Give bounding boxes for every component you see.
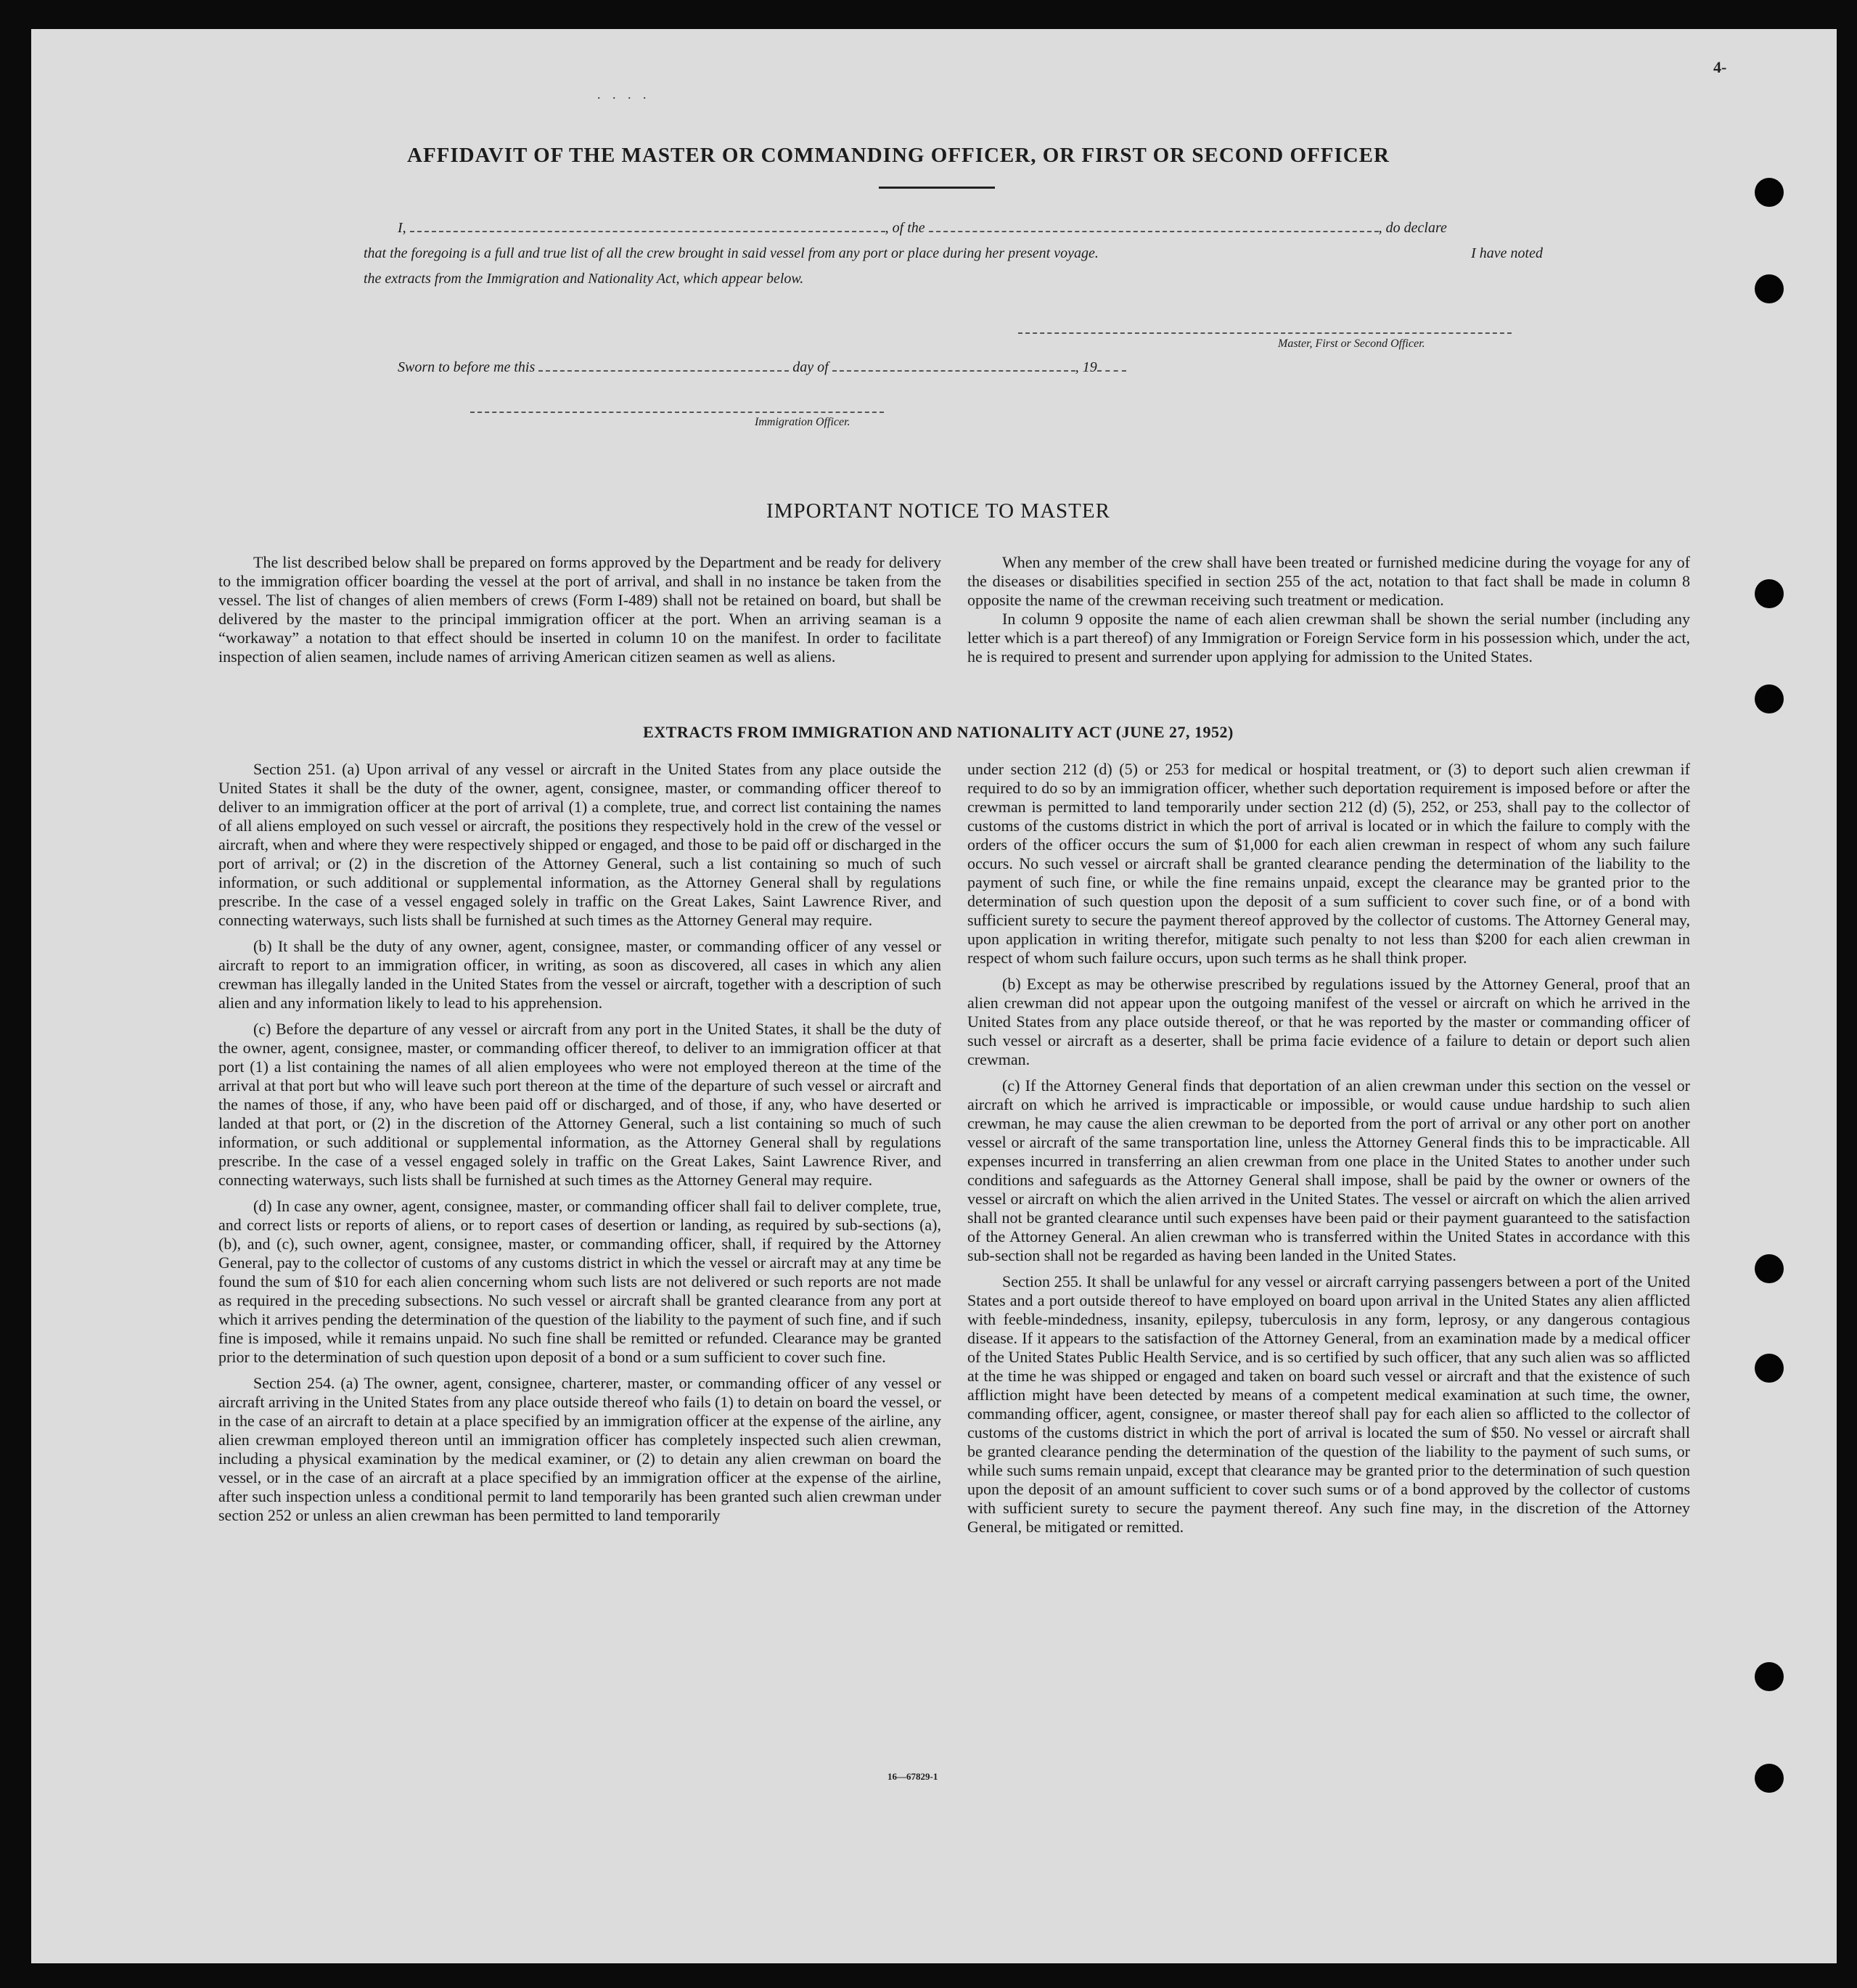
binder-hole bbox=[1755, 1662, 1784, 1691]
of-the-label: , of the bbox=[885, 220, 925, 236]
master-signature-line[interactable] bbox=[1018, 332, 1512, 334]
notice-right-column bbox=[967, 553, 1690, 666]
top-dots: . . . . bbox=[597, 87, 651, 102]
year-label: , 19 bbox=[1075, 359, 1097, 375]
extracts-left-column bbox=[218, 760, 941, 1532]
section-251-c: (c) Before the departure of any vessel or aircraft from any port in the United States, it shall be the duty of the owner, agent, consignee, master, or commanding officer thereof, to deliver to an immigration officer at that port (1) a list containing the names of all alien employees who were not employed thereon at the time of the arrival at that port but who will leave such port thereon at the time of the departure of such vessel or aircraft and the names of those, if any, who have been paid off or discharged, and of those, if any, who have deserted or landed at that port, or (2) in the discretion of the Attorney General, such a list containing so much of such information, or such additional or supplemental information, as the Attorney General shall by regulations prescribe. In the case of a vessel engaged solely in traffic on the Great Lakes, Saint Lawrence River, and connecting waterways, such lists shall be furnished at such times as the Attorney General may require. bbox=[218, 1020, 941, 1189]
section-255: Section 255. It shall be unlawful for any vessel or aircraft carrying passengers between a port of the United States and a port outside thereof to have employed on board upon arrival in the United States any alien afflicted with feeble-mindedness, insanity, epilepsy, tuberculosis in any form, leprosy, or any dangerous contagious disease. If it appears to the satisfaction of the Attorney General, from an examination made by a medical officer of the United States Public Health Service, and is so certified by such officer, that any such alien was so afflicted at the time he was shipped or engaged and taken on board such vessel or aircraft and that the existence of such affliction might have been detected by means of a competent medical examination at such time, the owner, commanding officer, agent, consignee, or master thereof shall pay for each alien so afflicted to the collector of customs of the customs district in which the port of arrival is located the sum of $50. No vessel or aircraft shall be granted clearance pending the determination of the question of the liability to the payment of such sums, or while such sums remain unpaid, except that clearance may be granted prior to the determination of such question upon the deposit of an amount sufficient to cover such sums or of a bond approved by the collector of customs with sufficient surety to secure the payment thereof. Any such fine may, in the discretion of the Attorney General, be mitigated or remitted. bbox=[967, 1272, 1690, 1536]
month-blank[interactable] bbox=[832, 360, 1075, 372]
section-251-d: (d) In case any owner, agent, consignee, master, or commanding officer shall fail to deliver complete, true, and correct lists or reports of aliens, or to report cases of desertion or landing, as required by sub-sections (a), (b), and (c), such owner, agent, consignee, master, or commanding officer, shall, if required by the Attorney General, pay to the collector of customs of any customs district in which the vessel or aircraft may at any time be found the sum of $10 for each alien concerning whom such lists are not delivered or such reports are not made as required in the preceding subsections. No such vessel or aircraft shall be granted clearance from any port at which it arrives pending the determination of the question of the liability to the payment of such fine, and if such fine is imposed, while it remains unpaid. No such fine shall be remitted or refunded. Clearance may be granted prior to the determination of such question upon deposit of a bond or a sum sufficient to cover such fine. bbox=[218, 1197, 941, 1366]
day-of-label: day of bbox=[792, 359, 829, 375]
binder-hole bbox=[1755, 178, 1784, 207]
name-blank[interactable] bbox=[410, 221, 885, 232]
vessel-blank[interactable] bbox=[929, 221, 1379, 232]
master-caption: Master, First or Second Officer. bbox=[1278, 338, 1425, 350]
document-page bbox=[31, 29, 1837, 1963]
section-254-a-cont: under section 212 (d) (5) or 253 for medical or hospital treatment, or (3) to deport such alien crewman if required to do so by an immigration officer, whether such deportation requirement is imposed before or after the crewman is permitted to land temporarily under section 212 (d) (5), 252, or 253, shall pay to the collector of customs of the customs district in which the port of arrival is located or in which the failure to comply with the orders of the officer occurs the sum of $1,000 for each alien crewman in respect of whom any such failure occurs. No such vessel or aircraft shall be granted clearance pending the determination of the liability to the payment of such fine, or while the fine remains unpaid, except the clearance may be granted prior to the determination of such question upon the deposit of a sum sufficient to cover such fine, or of a bond with sufficient surety to secure the payment thereof approved by the collector of customs. The Attorney General may, upon application in writing therefor, mitigate such penalty to not less than $200 for each alien crewman in respect of whom such failure occurs, upon such terms as he shall think proper. bbox=[967, 760, 1690, 967]
binder-hole bbox=[1755, 1764, 1784, 1793]
binder-hole bbox=[1755, 274, 1784, 303]
notice-heading: IMPORTANT NOTICE TO MASTER bbox=[766, 499, 1110, 523]
section-254-b: (b) Except as may be otherwise prescribed by regulations issued by the Attorney General, proof that an alien crewman did not appear upon the outgoing manifest of the vessel or aircraft on which he arrived in the United States from any place outside thereof, or that he was reported by the master or commanding officer of such vessel or aircraft as a deserter, shall be prima facie evidence of a failure to detain or deport such alien crewman. bbox=[967, 975, 1690, 1068]
officer-signature-line[interactable] bbox=[470, 412, 884, 413]
affidavit-line-3: the extracts from the Immigration and Nationality Act, which appear below. bbox=[364, 271, 804, 287]
binder-hole bbox=[1755, 1254, 1784, 1283]
officer-caption: Immigration Officer. bbox=[755, 416, 850, 428]
sworn-label: Sworn to before me this bbox=[398, 359, 536, 375]
binder-hole bbox=[1755, 1354, 1784, 1383]
notice-left-column bbox=[218, 553, 941, 666]
day-blank[interactable] bbox=[538, 360, 789, 372]
form-number: 16—67829-1 bbox=[887, 1771, 938, 1782]
binder-hole bbox=[1755, 579, 1784, 608]
declaration-text-end: I have noted bbox=[1471, 245, 1543, 261]
corner-mark: 4- bbox=[1713, 58, 1727, 76]
notice-right-paragraph-2: In column 9 opposite the name of each alien crewman shall be shown the serial number (including any letter which is a part thereof) of any Immigration or Foreign Service form in his possession which, under the act, he is required to present and surrender upon applying for admission to the United States. bbox=[967, 610, 1690, 666]
declaration-text: that the foregoing is a full and true list of all the crew brought in said vessel from any port or place during her present voyage. bbox=[364, 245, 1099, 261]
extracts-heading: EXTRACTS FROM IMMIGRATION AND NATIONALITY ACT (JUNE 27, 1952) bbox=[643, 723, 1234, 741]
notice-left-paragraph: The list described below shall be prepared on forms approved by the Department and be ready for delivery to the immigration officer boarding the vessel at the port of arrival, and shall in no instance be taken from the vessel. The list of changes of alien members of crews (Form I-489) shall not be retained on board, but shall be delivered by the master to the principal immigration officer at the port. When an arriving seaman is a “workaway” a notation to that effect should be inserted in column 10 on the manifest. In order to facilitate inspection of alien seamen, include names of arriving American citizen seamen as well as aliens. bbox=[218, 553, 941, 666]
affidavit-line-2 bbox=[364, 245, 1543, 262]
title-rule bbox=[879, 187, 995, 189]
binder-hole bbox=[1755, 684, 1784, 713]
year-blank[interactable] bbox=[1097, 360, 1126, 372]
sworn-line bbox=[398, 359, 1126, 376]
notice-right-paragraph-1: When any member of the crew shall have been treated or furnished medicine during the voyage for any of the diseases or disabilities specified in section 255 of the act, notation to that fact shall be made in column 8 opposite the name of the crewman receiving such treatment or medication. bbox=[967, 553, 1690, 609]
affidavit-line-1 bbox=[398, 220, 1447, 237]
section-251-a: Section 251. (a) Upon arrival of any vessel or aircraft in the United States from any place outside the United States it shall be the duty of the owner, agent, consignee, master, or commanding officer thereof to deliver to an immigration officer at the port of arrival (1) a complete, true, and correct list containing the names of all aliens employed on such vessel or aircraft, the positions they respectively hold in the crew of the vessel or aircraft, when and where they were respectively shipped or engaged, and those to be paid off or discharged in the port of arrival; or (2) in the discretion of the Attorney General, such a list containing so much of such information, or such additional or supplemental information, as the Attorney General shall by regulations prescribe. In the case of a vessel engaged solely in traffic on the Great Lakes, Saint Lawrence River, and connecting waterways, such lists shall be furnished at such times as the Attorney General may require. bbox=[218, 760, 941, 929]
section-254-a: Section 254. (a) The owner, agent, consignee, charterer, master, or commanding officer of any vessel or aircraft arriving in the United States from any place outside thereof who fails (1) to detain on board the vessel, or in the case of an aircraft to detain at a place specified by an immigration officer at the expense of the airline, any alien crewman employed thereon until an immigration officer has completely inspected such alien crewman, including a physical examination by the medical examiner, or (2) to detain any alien crewman on board the vessel, or in the case of an aircraft at a place specified by an immigration officer at the expense of the airline, after such inspection unless a conditional permit to land temporarily has been granted such alien crewman under section 252 or unless an alien crewman has been permitted to land temporarily bbox=[218, 1374, 941, 1524]
extracts-right-column bbox=[967, 760, 1690, 1544]
affidavit-title: AFFIDAVIT OF THE MASTER OR COMMANDING OFFICER, OR FIRST OR SECOND OFFICER bbox=[407, 144, 1390, 167]
do-declare-label: , do declare bbox=[1378, 220, 1447, 236]
section-251-b: (b) It shall be the duty of any owner, agent, consignee, master, or commanding officer of any vessel or aircraft to report to an immigration officer, in writing, as soon as discovered, all cases in which any alien crewman has illegally landed in the United States from the vessel or aircraft, together with a description of such alien and any information likely to lead to his apprehension. bbox=[218, 937, 941, 1012]
section-254-c: (c) If the Attorney General finds that deportation of an alien crewman under this section on the vessel or aircraft on which he arrived is impracticable or impossible, or would cause undue hardship to such alien crewman, he may cause the alien crewman to be deported from the port of arrival or any other port on another vessel or aircraft of the same transportation line, unless the Attorney General finds this to be impracticable. All expenses incurred in transferring an alien crewman from one place in the United States to another under such conditions and safeguards as the Attorney General shall impose, shall be paid by the owner or owners of the vessel or aircraft on which the alien arrived in the United States. The vessel or aircraft on which the alien arrived shall not be granted clearance until such expenses have been paid or their payment guaranteed to the satisfaction of the Attorney General. An alien crewman who is transferred within the United States in accordance with this sub-section shall not be regarded as having been landed in the United States. bbox=[967, 1076, 1690, 1264]
i-label: I, bbox=[398, 220, 406, 236]
